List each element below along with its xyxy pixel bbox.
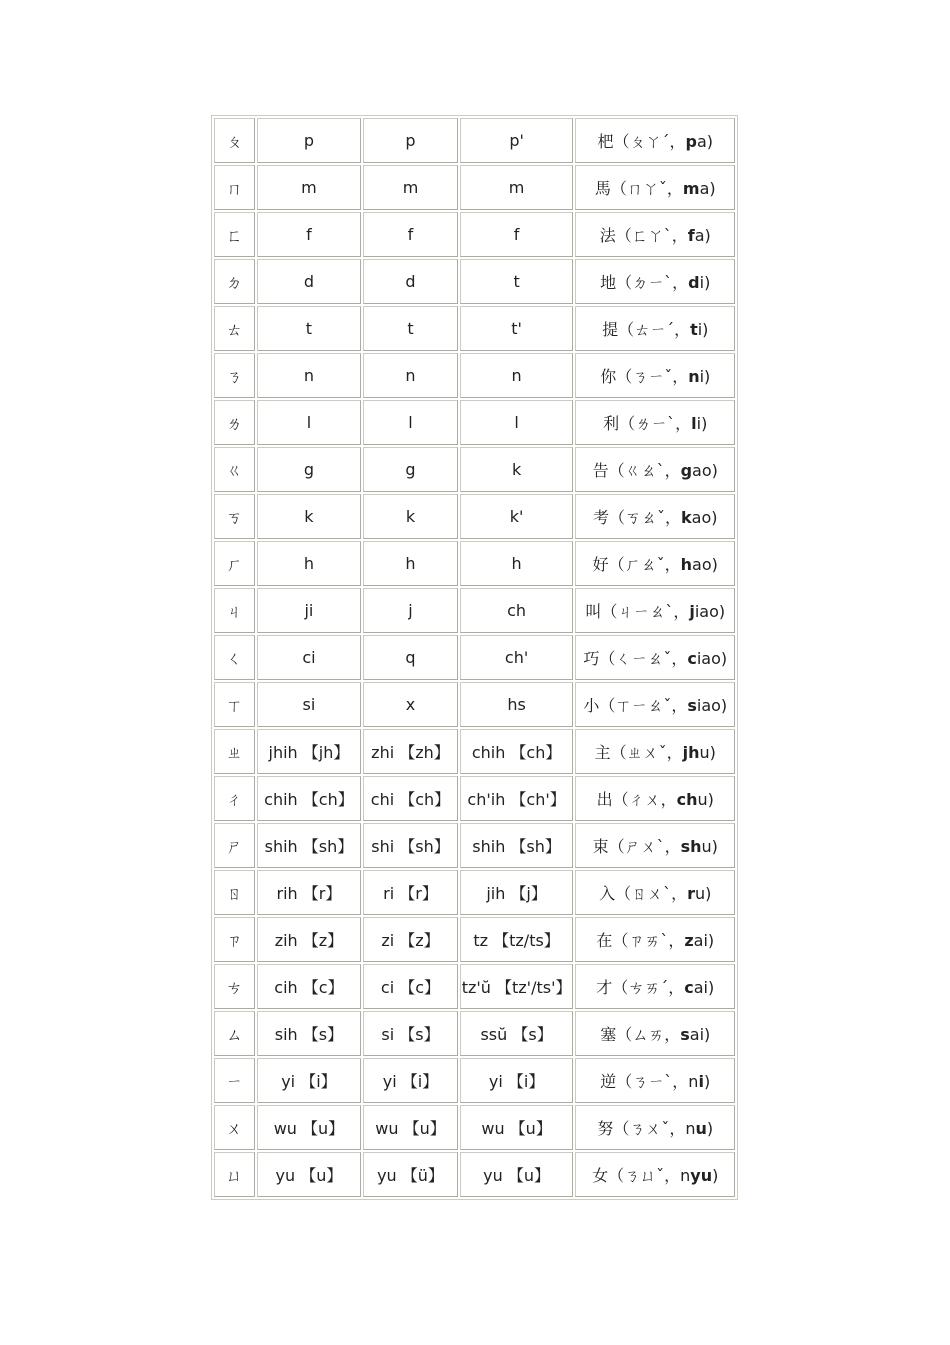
example-character-cell: 塞（ㄙㄞ，sai) <box>575 1011 735 1056</box>
tongyong-pinyin-cell: yi 【i】 <box>257 1058 362 1103</box>
example-character-cell: 你（ㄋㄧˇ，ni) <box>575 353 735 398</box>
tongyong-pinyin-cell: t <box>257 306 362 351</box>
hanyu-pinyin-cell: x <box>363 682 457 727</box>
hanyu-pinyin-cell: shi 【sh】 <box>363 823 457 868</box>
wade-giles-cell: wu 【u】 <box>460 1105 574 1150</box>
tongyong-pinyin-cell: k <box>257 494 362 539</box>
bopomofo-symbol-cell: ㄍ <box>214 447 255 492</box>
wade-giles-cell: tz'ŭ 【tz'/ts'】 <box>460 964 574 1009</box>
example-character-cell: 好（ㄏㄠˇ，hao) <box>575 541 735 586</box>
example-character-cell: 主（ㄓㄨˇ，jhu) <box>575 729 735 774</box>
bopomofo-symbol-cell: ㄑ <box>214 635 255 680</box>
table-row <box>214 1011 735 1056</box>
bopomofo-symbol-cell: ㄗ <box>214 917 255 962</box>
example-character-cell: 馬（ㄇㄚˇ，ma) <box>575 165 735 210</box>
bopomofo-symbol-cell: ㄘ <box>214 964 255 1009</box>
table-row <box>214 1058 735 1103</box>
table-row <box>214 729 735 774</box>
wade-giles-cell: ch <box>460 588 574 633</box>
table-row <box>214 1105 735 1150</box>
table-row <box>214 870 735 915</box>
wade-giles-cell: m <box>460 165 574 210</box>
tongyong-pinyin-cell: si <box>257 682 362 727</box>
wade-giles-cell: ssŭ 【s】 <box>460 1011 574 1056</box>
wade-giles-cell: k <box>460 447 574 492</box>
tongyong-pinyin-cell: n <box>257 353 362 398</box>
example-character-cell: 努（ㄋㄨˇ，nu) <box>575 1105 735 1150</box>
hanyu-pinyin-cell: n <box>363 353 457 398</box>
bopomofo-symbol-cell: ㄏ <box>214 541 255 586</box>
tongyong-pinyin-cell: ji <box>257 588 362 633</box>
wade-giles-cell: n <box>460 353 574 398</box>
bopomofo-symbol-cell: ㄊ <box>214 306 255 351</box>
bopomofo-symbol-cell: ㄋ <box>214 353 255 398</box>
tongyong-pinyin-cell: yu 【u】 <box>257 1152 362 1197</box>
wade-giles-cell: f <box>460 212 574 257</box>
table-row <box>214 259 735 304</box>
tongyong-pinyin-cell: d <box>257 259 362 304</box>
tongyong-pinyin-cell: g <box>257 447 362 492</box>
example-character-cell: 提（ㄊㄧˊ，ti) <box>575 306 735 351</box>
bopomofo-symbol-cell: ㄨ <box>214 1105 255 1150</box>
hanyu-pinyin-cell: yi 【i】 <box>363 1058 457 1103</box>
wade-giles-cell: l <box>460 400 574 445</box>
hanyu-pinyin-cell: si 【s】 <box>363 1011 457 1056</box>
table-row <box>214 635 735 680</box>
wade-giles-cell: chih 【ch】 <box>460 729 574 774</box>
wade-giles-cell: shih 【sh】 <box>460 823 574 868</box>
example-character-cell: 女（ㄋㄩˇ，nyu) <box>575 1152 735 1197</box>
tongyong-pinyin-cell: wu 【u】 <box>257 1105 362 1150</box>
wade-giles-cell: t <box>460 259 574 304</box>
example-character-cell: 法（ㄈㄚˋ，fa) <box>575 212 735 257</box>
example-character-cell: 小（ㄒㄧㄠˇ，siao) <box>575 682 735 727</box>
hanyu-pinyin-cell: l <box>363 400 457 445</box>
hanyu-pinyin-cell: h <box>363 541 457 586</box>
tongyong-pinyin-cell: ci <box>257 635 362 680</box>
example-character-cell: 考（ㄎㄠˇ，kao) <box>575 494 735 539</box>
bopomofo-symbol-cell: ㄈ <box>214 212 255 257</box>
tongyong-pinyin-cell: rih 【r】 <box>257 870 362 915</box>
bopomofo-symbol-cell: ㄙ <box>214 1011 255 1056</box>
table-row <box>214 917 735 962</box>
table-row <box>214 447 735 492</box>
example-character-cell: 入（ㄖㄨˋ，ru) <box>575 870 735 915</box>
table-row <box>214 494 735 539</box>
hanyu-pinyin-cell: k <box>363 494 457 539</box>
hanyu-pinyin-cell: zi 【z】 <box>363 917 457 962</box>
hanyu-pinyin-cell: yu 【ü】 <box>363 1152 457 1197</box>
example-character-cell: 地（ㄉㄧˋ，di) <box>575 259 735 304</box>
table-row <box>214 776 735 821</box>
table-row <box>214 165 735 210</box>
tongyong-pinyin-cell: chih 【ch】 <box>257 776 362 821</box>
bopomofo-symbol-cell: ㄩ <box>214 1152 255 1197</box>
tongyong-pinyin-cell: cih 【c】 <box>257 964 362 1009</box>
hanyu-pinyin-cell: wu 【u】 <box>363 1105 457 1150</box>
hanyu-pinyin-cell: f <box>363 212 457 257</box>
table-row <box>214 400 735 445</box>
wade-giles-cell: jih 【j】 <box>460 870 574 915</box>
bopomofo-symbol-cell: ㄇ <box>214 165 255 210</box>
example-character-cell: 叫（ㄐㄧㄠˋ，jiao) <box>575 588 735 633</box>
example-character-cell: 告（ㄍㄠˋ，gao) <box>575 447 735 492</box>
bopomofo-symbol-cell: ㄔ <box>214 776 255 821</box>
tongyong-pinyin-cell: h <box>257 541 362 586</box>
example-character-cell: 逆（ㄋㄧˋ，ni) <box>575 1058 735 1103</box>
bopomofo-symbol-cell: ㄕ <box>214 823 255 868</box>
bopomofo-symbol-cell: ㄖ <box>214 870 255 915</box>
example-character-cell: 杷（ㄆㄚˊ，pa) <box>575 118 735 163</box>
wade-giles-cell: ch'ih 【ch'】 <box>460 776 574 821</box>
tongyong-pinyin-cell: sih 【s】 <box>257 1011 362 1056</box>
table-row <box>214 823 735 868</box>
wade-giles-cell: k' <box>460 494 574 539</box>
table-row <box>214 306 735 351</box>
example-character-cell: 在（ㄗㄞˋ，zai) <box>575 917 735 962</box>
wade-giles-cell: p' <box>460 118 574 163</box>
hanyu-pinyin-cell: chi 【ch】 <box>363 776 457 821</box>
bopomofo-romanization-table <box>211 115 738 1200</box>
table-row <box>214 212 735 257</box>
wade-giles-cell: ch' <box>460 635 574 680</box>
hanyu-pinyin-cell: ci 【c】 <box>363 964 457 1009</box>
tongyong-pinyin-cell: l <box>257 400 362 445</box>
hanyu-pinyin-cell: m <box>363 165 457 210</box>
bopomofo-symbol-cell: ㄓ <box>214 729 255 774</box>
hanyu-pinyin-cell: ri 【r】 <box>363 870 457 915</box>
tongyong-pinyin-cell: jhih 【jh】 <box>257 729 362 774</box>
example-character-cell: 利（ㄌㄧˋ，li) <box>575 400 735 445</box>
hanyu-pinyin-cell: t <box>363 306 457 351</box>
hanyu-pinyin-cell: d <box>363 259 457 304</box>
wade-giles-cell: tz 【tz/ts】 <box>460 917 574 962</box>
hanyu-pinyin-cell: p <box>363 118 457 163</box>
tongyong-pinyin-cell: shih 【sh】 <box>257 823 362 868</box>
bopomofo-symbol-cell: ㄐ <box>214 588 255 633</box>
table-row <box>214 118 735 163</box>
example-character-cell: 才（ㄘㄞˊ，cai) <box>575 964 735 1009</box>
table-row <box>214 353 735 398</box>
bopomofo-symbol-cell: ㄒ <box>214 682 255 727</box>
hanyu-pinyin-cell: q <box>363 635 457 680</box>
example-character-cell: 束（ㄕㄨˋ，shu) <box>575 823 735 868</box>
table-row <box>214 964 735 1009</box>
tongyong-pinyin-cell: m <box>257 165 362 210</box>
tongyong-pinyin-cell: zih 【z】 <box>257 917 362 962</box>
table-row <box>214 588 735 633</box>
hanyu-pinyin-cell: zhi 【zh】 <box>363 729 457 774</box>
hanyu-pinyin-cell: g <box>363 447 457 492</box>
bopomofo-symbol-cell: ㄧ <box>214 1058 255 1103</box>
example-character-cell: 巧（ㄑㄧㄠˇ，ciao) <box>575 635 735 680</box>
wade-giles-cell: h <box>460 541 574 586</box>
tongyong-pinyin-cell: p <box>257 118 362 163</box>
tongyong-pinyin-cell: f <box>257 212 362 257</box>
table-row <box>214 541 735 586</box>
table-row <box>214 1152 735 1197</box>
wade-giles-cell: yi 【i】 <box>460 1058 574 1103</box>
table-row <box>214 682 735 727</box>
table-body <box>214 118 735 1197</box>
wade-giles-cell: t' <box>460 306 574 351</box>
bopomofo-symbol-cell: ㄆ <box>214 118 255 163</box>
hanyu-pinyin-cell: j <box>363 588 457 633</box>
example-character-cell: 出（ㄔㄨ，chu) <box>575 776 735 821</box>
wade-giles-cell: yu 【u】 <box>460 1152 574 1197</box>
bopomofo-symbol-cell: ㄌ <box>214 400 255 445</box>
wade-giles-cell: hs <box>460 682 574 727</box>
bopomofo-symbol-cell: ㄉ <box>214 259 255 304</box>
bopomofo-symbol-cell: ㄎ <box>214 494 255 539</box>
